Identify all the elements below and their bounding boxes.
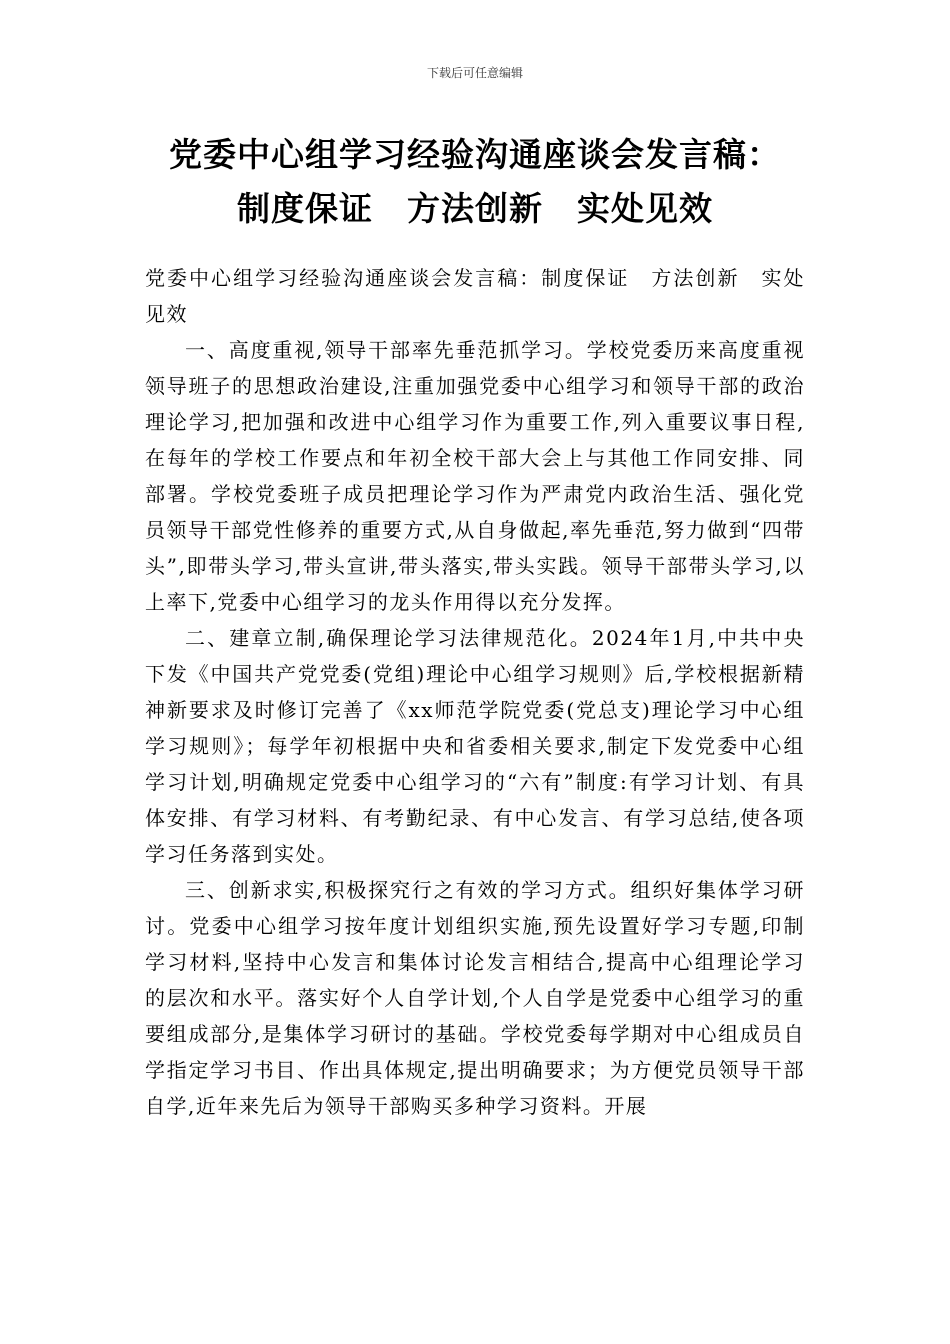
document-title bbox=[0, 128, 950, 236]
paragraph-3: 三、创新求实,积极探究行之有效的学习方式。组织好集体学习研讨。党委中心组学习按年度计划组织实施,预先设置好学习专题,印制学习材料,坚持中心发言和集体讨论发言相结合,提高中心组理论学习的层次和水平。落实好个人自学计划,个人自学是党委中心组学习的重要组成部分,是集体学习研讨的基础。学校党委每学期对中心组成员自学指定学习书目、作出具体规定,提出明确要求；为方便党员领导干部自学,近年来先后为领导干部购买多种学习资料。开展 bbox=[145, 878, 805, 1118]
header-note: 下载后可任意编辑 bbox=[426, 66, 523, 80]
title-line-2: 制度保证 方法创新 实处见效 bbox=[237, 189, 713, 228]
title-line-1: 党委中心组学习经验沟通座谈会发言稿： bbox=[169, 135, 781, 174]
document-subtitle: 党委中心组学习经验沟通座谈会发言稿：制度保证 方法创新 实处见效 bbox=[145, 266, 805, 326]
document-body bbox=[145, 260, 805, 1124]
paragraph-1: 一、高度重视,领导干部率先垂范抓学习。学校党委历来高度重视领导班子的思想政治建设,注重加强党委中心组学习和领导干部的政治理论学习,把加强和改进中心组学习作为重要工作,列入重要议事日程,在每年的学校工作要点和年初全校干部大会上与其他工作同安排、同部署。学校党委班子成员把理论学习作为严肃党内政治生活、强化党员领导干部党性修养的重要方式,从自身做起,率先垂范,努力做到“四带头”,即带头学习,带头宣讲,带头落实,带头实践。领导干部带头学习,以上率下,党委中心组学习的龙头作用得以充分发挥。 bbox=[145, 338, 805, 614]
paragraph-2: 二、建章立制,确保理论学习法律规范化。2024年1月,中共中央下发《中国共产党党委(党组)理论中心组学习规则》后,学校根据新精神新要求及时修订完善了《xx师范学院党委(党总支)理论学习中心组学习规则》；每学年初根据中央和省委相关要求,制定下发党委中心组学习计划,明确规定党委中心组学习的“六有”制度:有学习计划、有具体安排、有学习材料、有考勤纪录、有中心发言、有学习总结,使各项学习任务落到实处。 bbox=[145, 626, 805, 866]
